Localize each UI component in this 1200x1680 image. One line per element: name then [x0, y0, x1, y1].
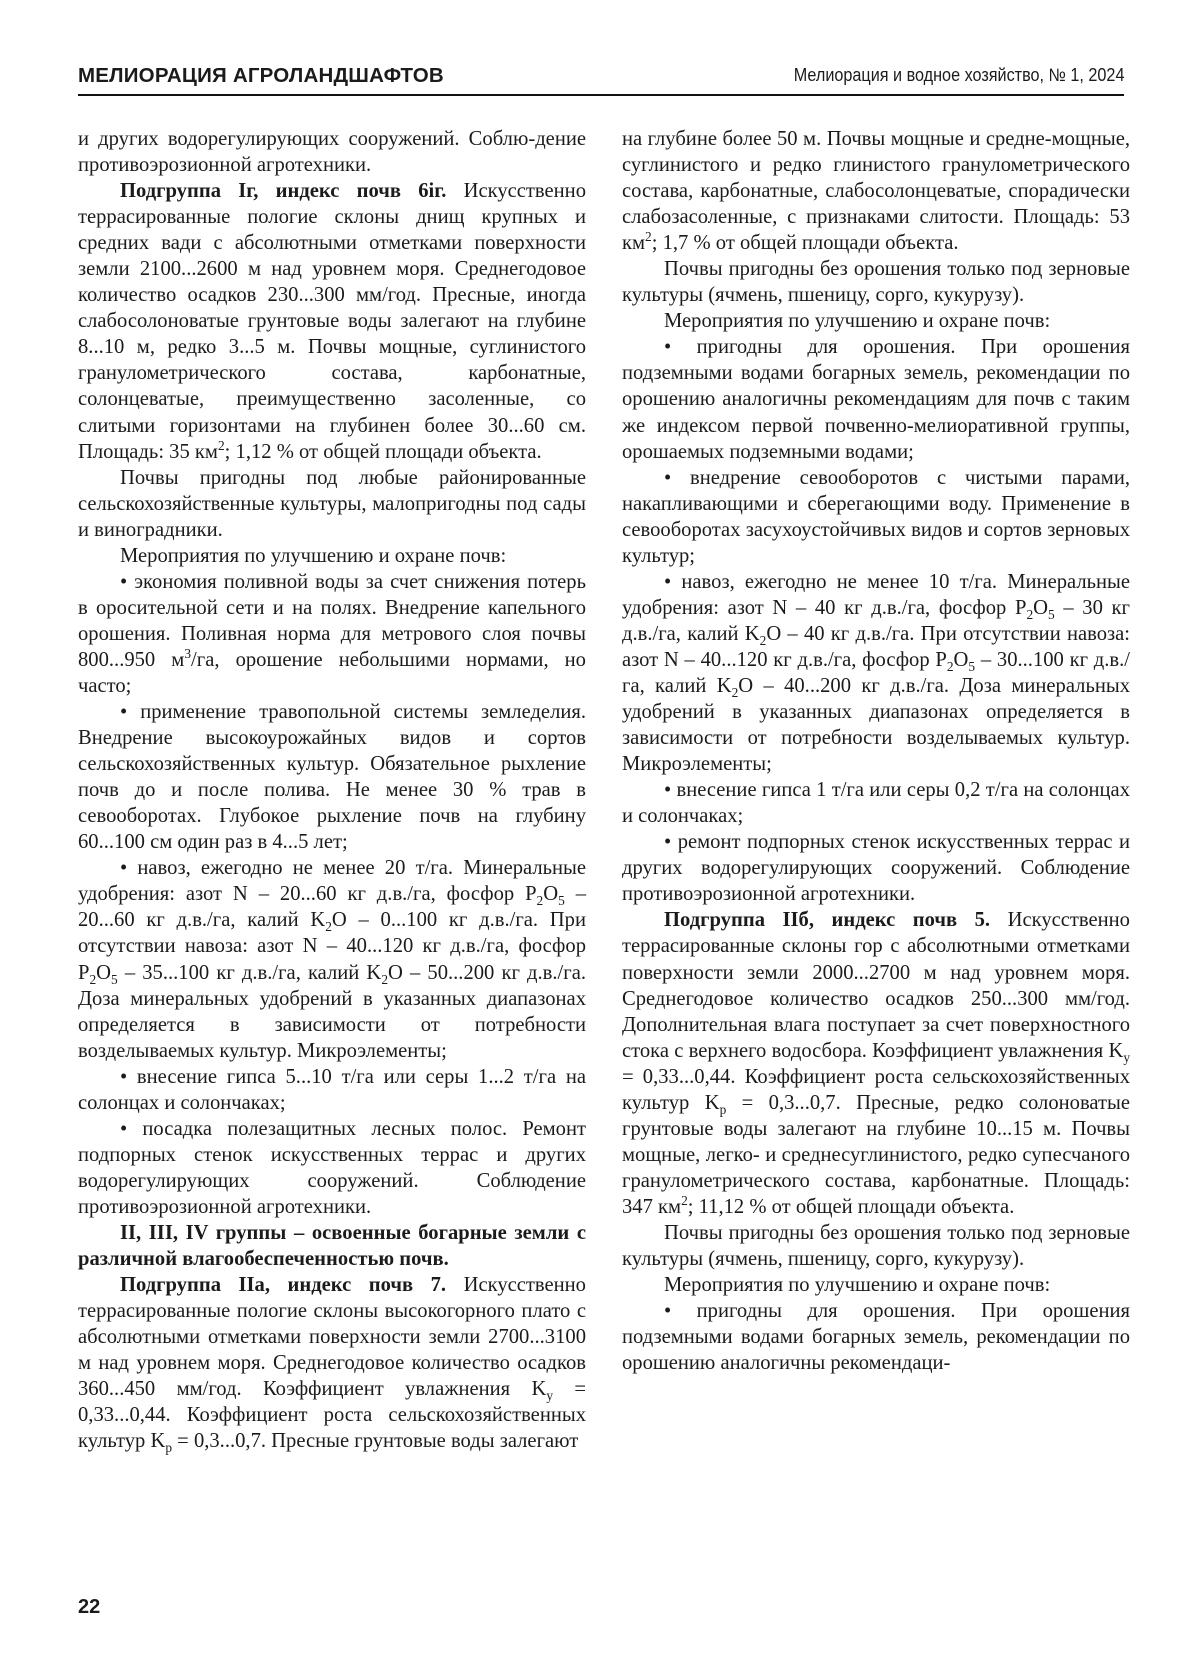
subgroup-heading: Подгруппа IIa, индекс почв 7.	[120, 1274, 447, 1297]
paragraph: Мероприятия по улучшению и охране почв:	[664, 310, 1051, 333]
left-column	[78, 126, 586, 1454]
paragraph: на глубине более 50 м. Почвы мощные и средне-мощные, суглинистого и редко глинистого гранулометрического состава, карбонатные, слабосолонцеватые, спорадически слабозасоленные, с признаками слитости. Площадь: 53 $км^2$; 1,7 % от общей площади объекта.	[622, 128, 1130, 255]
subgroup-heading: Подгруппа IIб, индекс почв 5.	[664, 909, 991, 932]
paragraph: Мероприятия по улучшению и охране почв:	[664, 1274, 1051, 1297]
bullet-item: • навоз, ежегодно не менее 20 т/га. Минеральные удобрения: азот N – 20...60 кг д.в./га, фосфор $P_2O_5 - 20...60$ кг д.в./га, калий $K_2O - 0...100$ кг д.в./га. При отсутствии навоза: азот N – 40...120 кг д.в./га, фосфор $P_2O_5 - 35...100$ кг д.в./га, калий $K_2O - 50...200$ кг д.в./га. Доза минеральных удобрений в указанных диапазонах определяется в зависимости от потребности возделываемых культур. Микроэлементы;	[78, 857, 587, 1062]
paragraph: Почвы пригодны без орошения только под зерновые культуры (ячмень, пшеницу, сорго, кукурузу).	[622, 1221, 1130, 1271]
running-header	[78, 62, 1124, 96]
bullet-item: • внедрение севооборотов с чистыми парами, накапливающими и сберегающими воду. Применение в севооборотах засухоустойчивых видов и сортов зерновых культур;	[622, 466, 1130, 567]
page-number: 22	[78, 1596, 101, 1618]
bullet-item: • внесение гипса 1 т/га или серы 0,2 т/га на солонцах и солончаках;	[622, 779, 1130, 828]
right-column	[622, 126, 1130, 1376]
paragraph: Почвы пригодны без орошения только под зерновые культуры (ячмень, пшеницу, сорго, кукурузу).	[622, 258, 1130, 307]
bullet-item: • посадка полезащитных лесных полос. Ремонт подпорных стенок искусственных террас и других водорегулирующих сооружений. Соблюдение противоэрозионной агротехники.	[78, 1117, 586, 1218]
paragraph: Подгруппа Iг, индекс почв 6іг. Искусственно террасированные пологие склоны днищ крупных и средних вади с абсолютными отметками поверхности земли 2100...2600 м над уровнем моря. Среднегодовое количество осадков 230...300 мм/год. Пресные, иногда слабосолоноватые грунтовые воды залегают на глубине 8...10 м, редко 3...5 м. Почвы мощные, суглинистого гранулометрического состава, карбонатные, солонцеватые, преимущественно засоленные, со слитыми горизонтами на глубинен более 30...60 см. Площадь: 35 $км^2$; 1,12 % от общей площади объекта.	[78, 180, 586, 463]
bullet-item: • навоз, ежегодно не менее 10 т/га. Минеральные удобрения: азот N – 40 кг д.в./га, фосфор $P_2O_5 - 30$ кг д.в./га, калий $K_2O - 40$ кг д.в./га. При отсутствии навоза: азот N – 40...120 кг д.в./га, фосфор $P_2O_5 - 30...100$ кг д.в./га, калий $K_2O - 40...200$ кг д.в./га. Доза минеральных удобрений в указанных диапазонах определяется в зависимости от потребности возделываемых культур. Микроэлементы;	[622, 570, 1130, 776]
paragraph: Подгруппа IIa, индекс почв 7. Искусственно террасированные пологие склоны высокогорного плато с абсолютными отметками поверхности земли 2700...3100 м над уровнем моря. Среднегодовое количество осадков 360...450 мм/год. Коэффициент увлажнения $K_у = 0,33...0,44$. Коэффициент роста сельскохозяйственных культур $K_р = 0,3...0,7$. Пресные грунтовые воды залегают	[78, 1274, 586, 1456]
paragraph: и других водорегулирующих сооружений. Соблю-дение противоэрозионной агротехники.	[78, 128, 586, 177]
bullet-item: • внесение гипса 5...10 т/га или серы 1...2 т/га на солонцах и солончаках;	[78, 1065, 586, 1114]
bullet-item: • экономия поливной воды за счет снижения потерь в оросительной сети и на полях. Внедрение капельного орошения. Поливная норма для метрового слоя почвы 800...950 $м^3/га$, орошение небольшими нормами, но часто;	[78, 570, 586, 697]
bullet-item: • применение травопольной системы земледелия. Внедрение высокоурожайных видов и сортов сельскохозяйственных культур. Обязательное рыхление почв до и после полива. Не менее 30 % трав в севооборотах. Глубокое рыхление почв на глубину 60...100 см один раз в 4...5 лет;	[78, 701, 586, 854]
section-title: МЕЛИОРАЦИЯ АГРОЛАНДШАФТОВ	[78, 64, 444, 87]
journal-title: Мелиорация и водное хозяйство, № 1, 2024	[793, 65, 1124, 85]
bullet-item: • пригодны для орошения. При орошения подземными водами богарных земель, рекомендации по орошению аналогичны рекомендациям для почв с таким же индексом первой почвенно-мелиоративной группы, орошаемых подземными водами;	[622, 336, 1130, 463]
subgroup-heading: Подгруппа Iг, индекс почв 6іг.	[120, 180, 447, 203]
group-heading: II, III, IV группы – освоенные богарные земли с различной влагообеспеченностью почв.	[78, 1221, 586, 1271]
bullet-item: • пригодны для орошения. При орошения подземными водами богарных земель, рекомендации по орошению аналогичны рекомендаци-	[622, 1300, 1130, 1375]
paragraph: Подгруппа IIб, индекс почв 5. Искусственно террасированные склоны гор с абсолютными отметками поверхности земли 2000...2700 м над уровнем моря. Среднегодовое количество осадков 250...300 мм/год. Дополнительная влага поступает за счет поверхностного стока с верхнего водосбора. Коэффициент увлажнения $K_у = 0,33...0,44$. Коэффициент роста сельскохозяйственных культур $K_р = 0,3...0,7$. Пресные, редко солоноватые грунтовые воды залегают на глубине 10...15 м. Почвы мощные, легко- и среднесуглинистого, редко супесчаного гранулометрического состава, карбонатные. Площадь: 347 $км^2$; 11,12 % от общей площади объекта.	[622, 909, 1130, 1218]
paragraph: Мероприятия по улучшению и охране почв:	[120, 544, 507, 567]
paragraph: Почвы пригодны под любые районированные сельскохозяйственные культуры, малопригодны под сады и виноградники.	[78, 466, 586, 541]
bullet-item: • ремонт подпорных стенок искусственных террас и других водорегулирующих сооружений. Соблюдение противоэрозионной агротехники.	[622, 831, 1130, 906]
